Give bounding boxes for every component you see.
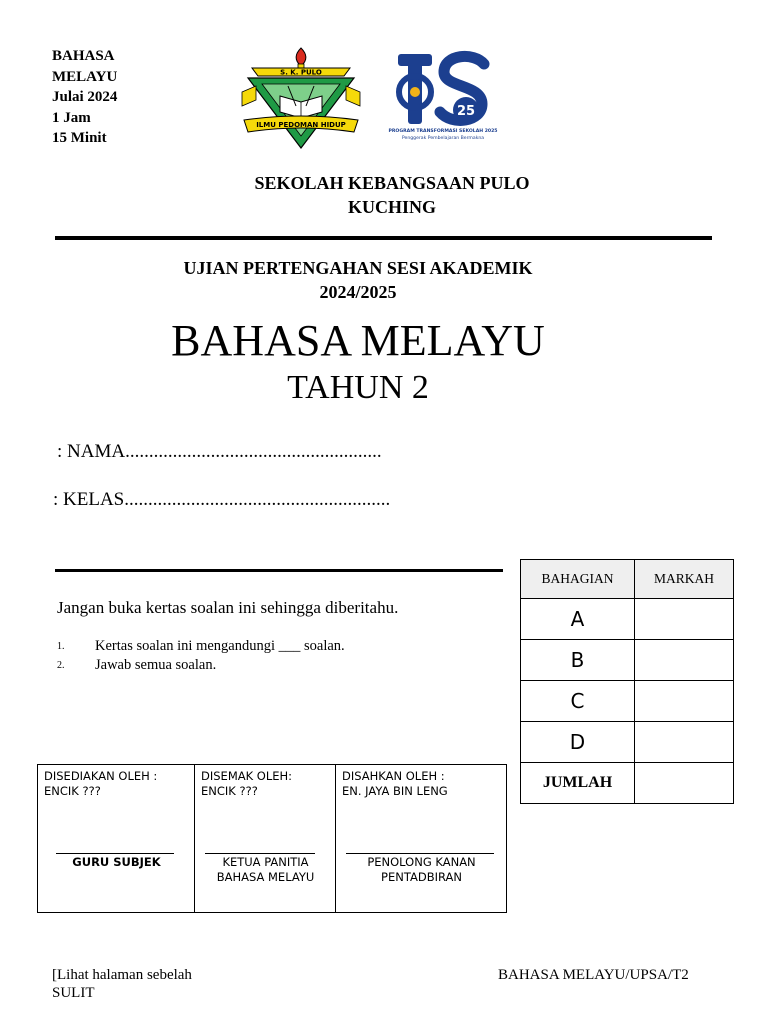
crest-motto: ILMU PEDOMAN HIDUP [256, 121, 346, 129]
section-label: A [521, 599, 635, 640]
signature-name: EN. JAYA BIN LENG [342, 784, 448, 798]
subject-title: BAHASA MELAYU [171, 316, 545, 365]
section-label: D [521, 722, 635, 763]
instruction-warning: Jangan buka kertas soalan ini sehingga diberitahu. [57, 598, 399, 617]
footer-left [52, 966, 192, 1002]
signature-name: ENCIK ??? [201, 784, 258, 798]
duration-minutes: 15 Minit [52, 130, 107, 146]
subject-info [52, 46, 117, 149]
signature-name: ENCIK ??? [44, 784, 101, 798]
pts-caption-2: Penggerak Pembelajaran Bermakna [401, 136, 485, 141]
signature-role-line-1: PENOLONG KANAN [367, 855, 476, 869]
signature-box-approved [336, 765, 507, 913]
subject-line-2: MELAYU [52, 68, 118, 85]
pts-logo [388, 48, 498, 144]
table-row [521, 722, 734, 763]
section-label: C [521, 681, 635, 722]
signature-role [336, 855, 507, 885]
exam-month: Julai 2024 [52, 89, 118, 105]
signature-header: DISEDIAKAN OLEH : [44, 769, 158, 783]
duration-hours: 1 Jam [52, 109, 91, 126]
signature-box-prepared [38, 765, 195, 913]
signature-role-line-1: GURU SUBJEK [72, 855, 161, 869]
confidential-label: SULIT [52, 985, 95, 1001]
total-label: JUMLAH [521, 763, 635, 804]
name-field[interactable]: : NAMA...................................................... [57, 441, 382, 462]
marks-cell[interactable] [635, 640, 734, 681]
signature-line [205, 853, 315, 854]
header-bahagian: BAHAGIAN [521, 560, 635, 599]
exam-title-line: UJIAN PERTENGAHAN SESI AKADEMIK [183, 258, 533, 278]
subject-line-1: BAHASA [52, 48, 115, 64]
pts-caption-1: PROGRAM TRANSFORMASI SEKOLAH 2025 [388, 129, 498, 134]
signature-line [346, 853, 494, 854]
instruction-item [57, 657, 216, 674]
instruction-number: 1. [57, 641, 65, 653]
signature-table [37, 764, 507, 913]
signature-role-line-2: BAHASA MELAYU [216, 870, 315, 884]
header-markah: MARKAH [635, 560, 734, 599]
signature-role-line-2: PENTADBIRAN [381, 870, 462, 884]
instruction-item [57, 638, 345, 655]
pts-number: 25 [456, 104, 476, 119]
school-name [200, 171, 584, 219]
signature-box-checked [195, 765, 336, 913]
signature-role [38, 855, 195, 870]
crest-top-text: S. K. PULO [280, 68, 322, 77]
next-page-note: [Lihat halaman sebelah [52, 967, 192, 983]
paper-code: BAHASA MELAYU/UPSA/T2 [498, 967, 689, 983]
signature-header: DISAHKAN OLEH : [342, 769, 445, 783]
signature-line [56, 853, 174, 854]
instruction-text: Jawab semua soalan. [95, 657, 217, 673]
signature-role [195, 855, 336, 885]
school-name-line-1: SEKOLAH KEBANGSAAN PULO [254, 173, 530, 193]
school-name-line-2: KUCHING [347, 197, 436, 217]
table-row [521, 599, 734, 640]
school-crest-logo [240, 46, 362, 152]
table-row [521, 681, 734, 722]
instruction-text: Kertas soalan ini mengandungi ___ soalan. [95, 638, 345, 654]
table-row-total [521, 763, 734, 804]
exam-session: 2024/2025 [319, 282, 397, 302]
marks-cell[interactable] [635, 681, 734, 722]
section-label: B [521, 640, 635, 681]
year-title: TAHUN 2 [287, 369, 429, 406]
class-field[interactable]: : KELAS........................................................ [53, 489, 391, 510]
table-row [521, 640, 734, 681]
divider-top [55, 236, 712, 240]
signature-role-line-1: KETUA PANITIA [222, 855, 309, 869]
exam-title [120, 256, 596, 304]
instruction-number: 2. [57, 660, 65, 672]
marks-table-header [521, 560, 734, 599]
marks-table [520, 559, 734, 804]
divider-middle [55, 569, 503, 572]
marks-cell[interactable] [635, 722, 734, 763]
total-marks-cell[interactable] [635, 763, 734, 804]
marks-cell[interactable] [635, 599, 734, 640]
signature-header: DISEMAK OLEH: [201, 769, 293, 783]
